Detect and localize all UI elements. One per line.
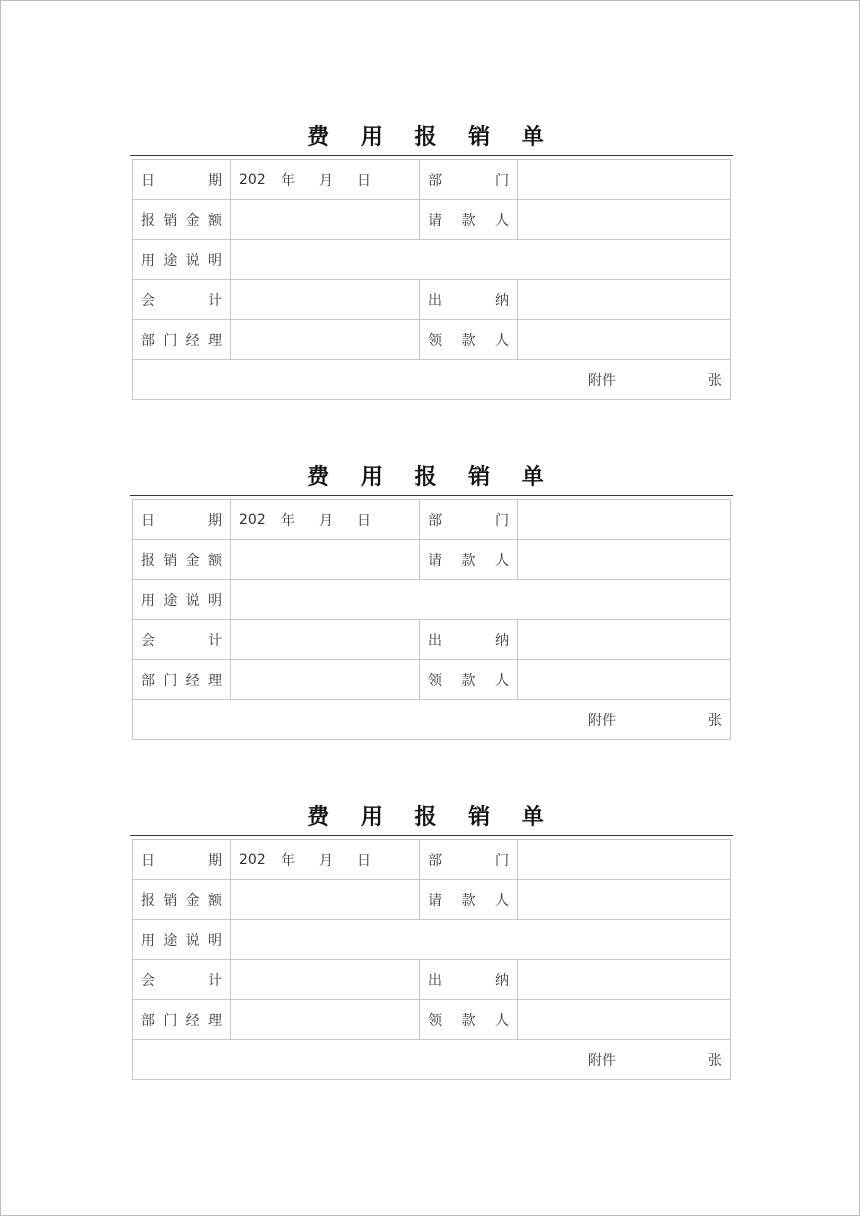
receiver-field[interactable] xyxy=(518,320,731,360)
amount-field[interactable] xyxy=(231,200,420,240)
amount-field[interactable] xyxy=(231,880,420,920)
purpose-label-cell: 用 途 说 明 xyxy=(133,240,231,280)
requester-field[interactable] xyxy=(518,540,731,580)
table-row xyxy=(133,240,731,280)
dept-field[interactable] xyxy=(518,500,731,540)
dept-label-cell: 部 门 xyxy=(420,500,518,540)
amount-field[interactable] xyxy=(231,540,420,580)
requester-label-cell: 请 款 人 xyxy=(420,880,518,920)
accountant-label-cell: 会 计 xyxy=(133,280,231,320)
cashier-field[interactable] xyxy=(518,960,731,1000)
purpose-field[interactable] xyxy=(231,920,731,960)
receiver-label-cell: 领 款 人 xyxy=(420,1000,518,1040)
table-row xyxy=(133,1000,731,1040)
accountant-label-cell: 会 计 xyxy=(133,620,231,660)
requester-label-cell: 请 款 人 xyxy=(420,200,518,240)
form-title: 费 用 报 销 单 xyxy=(307,124,556,150)
dept-label-cell: 部 门 xyxy=(420,160,518,200)
expense-table xyxy=(132,499,731,740)
requester-label-cell: 请 款 人 xyxy=(420,540,518,580)
manager-label-cell: 部 门 经 理 xyxy=(133,320,231,360)
manager-label-cell: 部 门 经 理 xyxy=(133,660,231,700)
amount-label-cell: 报 销 金 额 xyxy=(133,200,231,240)
accountant-field[interactable] xyxy=(231,960,420,1000)
accountant-label-cell: 会 计 xyxy=(133,960,231,1000)
manager-field[interactable] xyxy=(231,1000,420,1040)
title-rule xyxy=(130,495,733,496)
table-row xyxy=(133,620,731,660)
accountant-field[interactable] xyxy=(231,280,420,320)
receiver-field[interactable] xyxy=(518,660,731,700)
amount-label-cell: 报 销 金 额 xyxy=(133,540,231,580)
purpose-field[interactable] xyxy=(231,580,731,620)
title-rule xyxy=(130,835,733,836)
purpose-label-cell: 用 途 说 明 xyxy=(133,580,231,620)
attachments-unit: 张 xyxy=(708,1052,722,1069)
table-row xyxy=(133,960,731,1000)
requester-field[interactable] xyxy=(518,880,731,920)
table-row xyxy=(133,500,731,540)
table-row xyxy=(133,660,731,700)
manager-label-cell: 部 门 经 理 xyxy=(133,1000,231,1040)
date-field[interactable]: 202 年 月 日 xyxy=(231,840,420,880)
table-row xyxy=(133,1040,731,1080)
table-row xyxy=(133,880,731,920)
date-field[interactable]: 202 年 月 日 xyxy=(231,500,420,540)
table-row xyxy=(133,920,731,960)
table-row xyxy=(133,280,731,320)
date-label-cell: 日 期 xyxy=(133,840,231,880)
expense-table xyxy=(132,159,731,400)
cashier-field[interactable] xyxy=(518,280,731,320)
receiver-label-cell: 领 款 人 xyxy=(420,320,518,360)
attachments-label: 附件 xyxy=(588,712,616,729)
purpose-label-cell: 用 途 说 明 xyxy=(133,920,231,960)
table-row xyxy=(133,320,731,360)
form-title: 费 用 报 销 单 xyxy=(307,464,556,490)
table-row xyxy=(133,160,731,200)
table-row xyxy=(133,540,731,580)
table-row xyxy=(133,200,731,240)
attachments-unit: 张 xyxy=(708,372,722,389)
table-row xyxy=(133,700,731,740)
cashier-label-cell: 出 纳 xyxy=(420,960,518,1000)
receiver-label-cell: 领 款 人 xyxy=(420,660,518,700)
requester-field[interactable] xyxy=(518,200,731,240)
form-title: 费 用 报 销 单 xyxy=(307,804,556,830)
dept-field[interactable] xyxy=(518,160,731,200)
accountant-field[interactable] xyxy=(231,620,420,660)
attachments-cell[interactable] xyxy=(133,700,731,740)
table-row xyxy=(133,580,731,620)
date-label-cell: 日 期 xyxy=(133,500,231,540)
manager-field[interactable] xyxy=(231,660,420,700)
date-label-cell: 日 期 xyxy=(133,160,231,200)
attachments-cell[interactable] xyxy=(133,1040,731,1080)
purpose-field[interactable] xyxy=(231,240,731,280)
dept-label-cell: 部 门 xyxy=(420,840,518,880)
cashier-field[interactable] xyxy=(518,620,731,660)
expense-table xyxy=(132,839,731,1080)
cashier-label-cell: 出 纳 xyxy=(420,620,518,660)
cashier-label-cell: 出 纳 xyxy=(420,280,518,320)
table-row xyxy=(133,360,731,400)
attachments-label: 附件 xyxy=(588,372,616,389)
amount-label-cell: 报 销 金 额 xyxy=(133,880,231,920)
title-rule xyxy=(130,155,733,156)
manager-field[interactable] xyxy=(231,320,420,360)
attachments-unit: 张 xyxy=(708,712,722,729)
attachments-label: 附件 xyxy=(588,1052,616,1069)
receiver-field[interactable] xyxy=(518,1000,731,1040)
table-row xyxy=(133,840,731,880)
date-field[interactable]: 202 年 月 日 xyxy=(231,160,420,200)
attachments-cell[interactable] xyxy=(133,360,731,400)
dept-field[interactable] xyxy=(518,840,731,880)
